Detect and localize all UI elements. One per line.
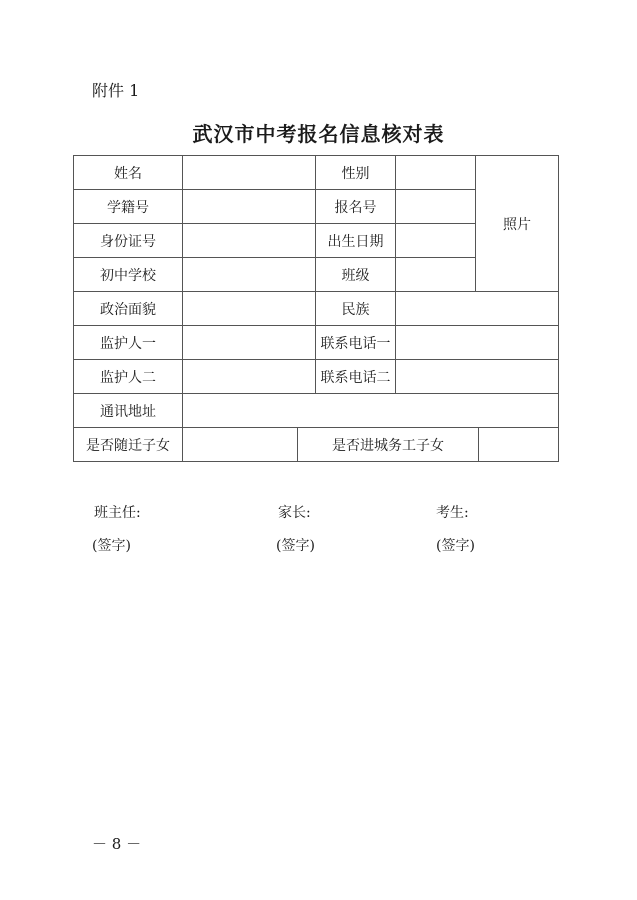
phone2-field[interactable] xyxy=(396,360,559,394)
candidate-signature-label: 考生: xyxy=(436,505,469,521)
middle-school-label: 初中学校 xyxy=(74,258,183,292)
guardian1-field[interactable] xyxy=(183,326,316,360)
guardian2-label: 监护人二 xyxy=(74,360,183,394)
phone1-label: 联系电话一 xyxy=(316,326,396,360)
page-number: － 8 － xyxy=(92,835,142,853)
worker-child-field[interactable] xyxy=(479,428,559,462)
birth-date-field[interactable] xyxy=(396,224,476,258)
parent-sign-note: (签字) xyxy=(276,538,315,554)
name-label: 姓名 xyxy=(74,156,183,190)
phone2-label: 联系电话二 xyxy=(316,360,396,394)
teacher-signature-label: 班主任: xyxy=(94,505,141,521)
birth-date-label: 出生日期 xyxy=(316,224,396,258)
name-field[interactable] xyxy=(183,156,316,190)
migrant-child-field[interactable] xyxy=(183,428,298,462)
registration-no-field[interactable] xyxy=(396,190,476,224)
info-form-table xyxy=(73,155,559,462)
registration-no-label: 报名号 xyxy=(316,190,396,224)
id-card-label: 身份证号 xyxy=(74,224,183,258)
gender-field[interactable] xyxy=(396,156,476,190)
class-label: 班级 xyxy=(316,258,396,292)
guardian1-label: 监护人一 xyxy=(74,326,183,360)
candidate-sign-note: (签字) xyxy=(436,538,475,554)
gender-label: 性别 xyxy=(316,156,396,190)
ethnicity-label: 民族 xyxy=(316,292,396,326)
student-id-label: 学籍号 xyxy=(74,190,183,224)
id-card-field[interactable] xyxy=(183,224,316,258)
attachment-label: 附件 1 xyxy=(92,81,140,100)
teacher-sign-note: (签字) xyxy=(92,538,131,554)
address-field[interactable] xyxy=(183,394,559,428)
form-title: 武汉市中考报名信息核对表 xyxy=(192,122,445,146)
middle-school-field[interactable] xyxy=(183,258,316,292)
parent-signature-label: 家长: xyxy=(278,505,311,521)
address-label: 通讯地址 xyxy=(74,394,183,428)
political-status-field[interactable] xyxy=(183,292,316,326)
worker-child-label: 是否进城务工子女 xyxy=(298,428,479,462)
migrant-child-label: 是否随迁子女 xyxy=(74,428,183,462)
student-id-field[interactable] xyxy=(183,190,316,224)
political-status-label: 政治面貌 xyxy=(74,292,183,326)
phone1-field[interactable] xyxy=(396,326,559,360)
ethnicity-field[interactable] xyxy=(396,292,559,326)
class-field[interactable] xyxy=(396,258,476,292)
guardian2-field[interactable] xyxy=(183,360,316,394)
photo-box: 照片 xyxy=(476,156,559,292)
